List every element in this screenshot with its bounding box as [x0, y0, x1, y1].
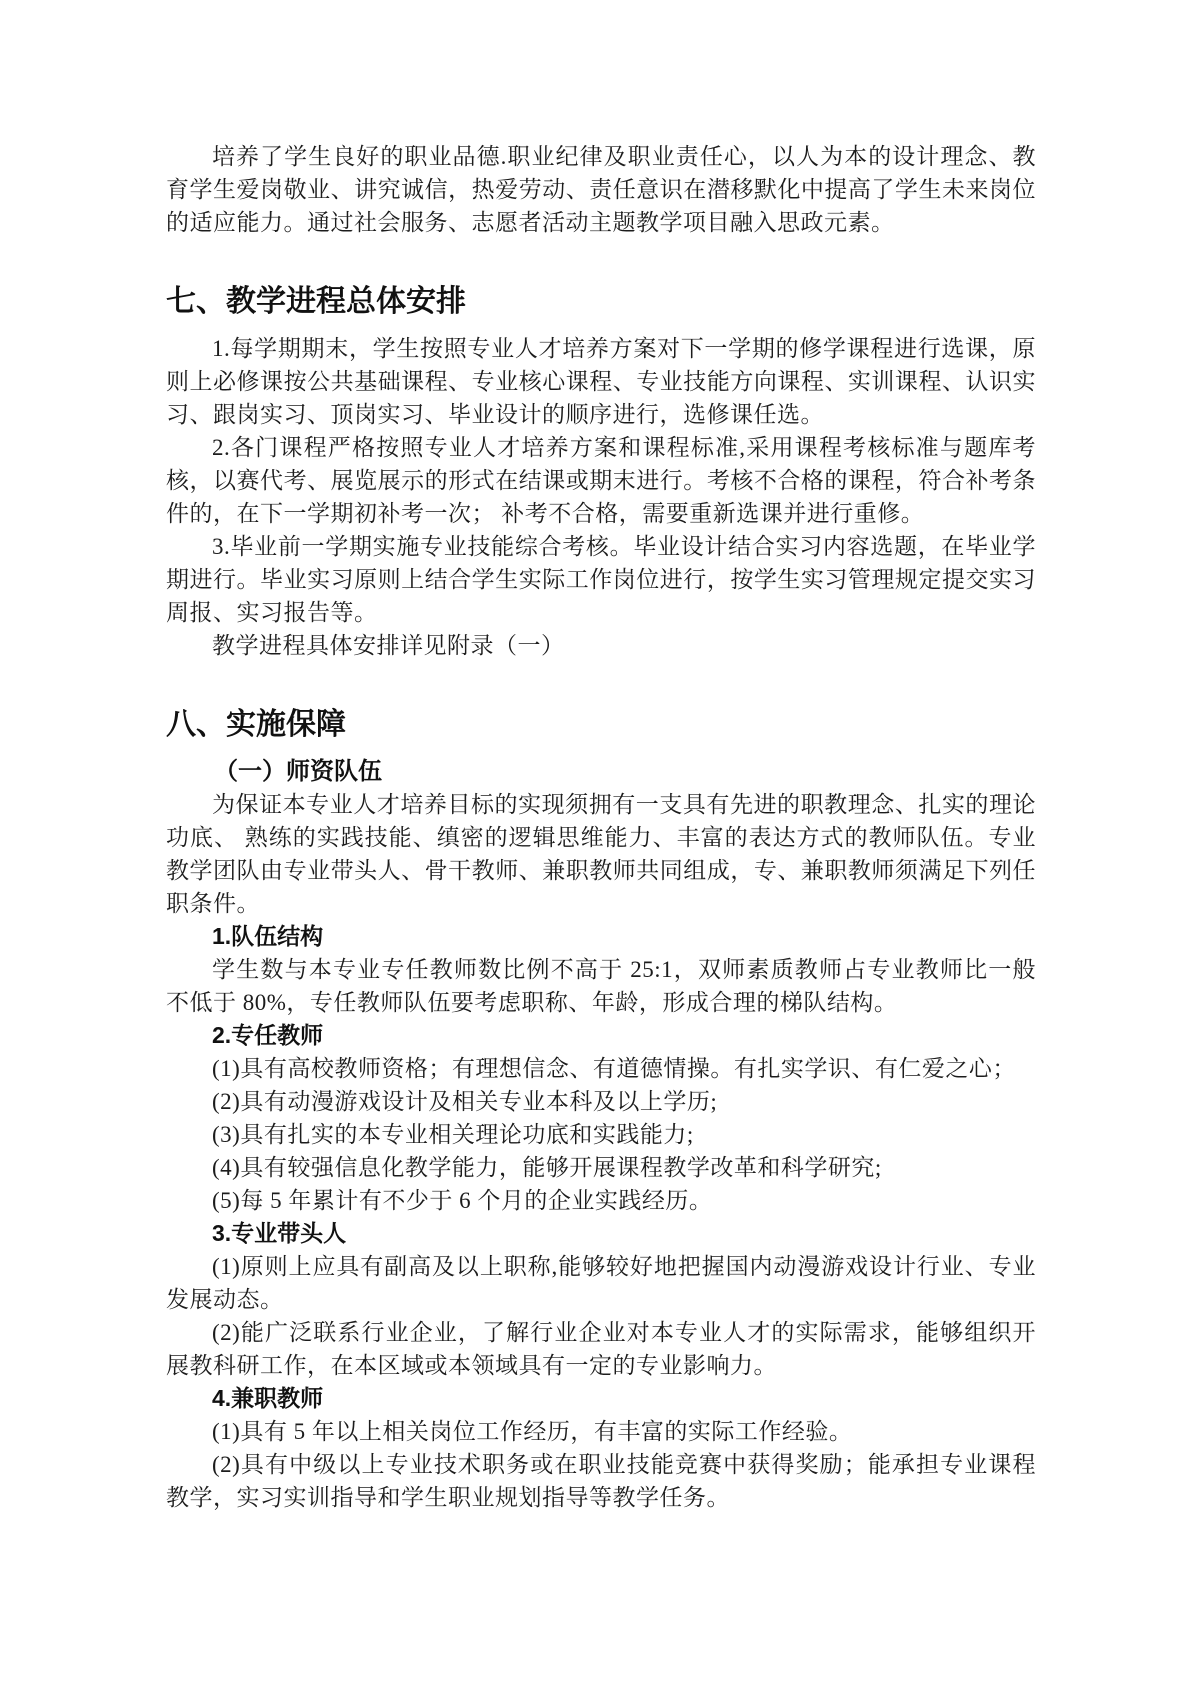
item-2-point: (5)每 5 年累计有不少于 6 个月的企业实践经历。	[212, 1188, 713, 1213]
item-2-point: (4)具有较强信息化教学能力，能够开展课程教学改革和科学研究;	[212, 1155, 882, 1180]
item-3-point: (2)能广泛联系行业企业，了解行业企业对本专业人才的实际需求，能够组织开展教科研工作，在本区域或本领域具有一定的专业影响力。	[166, 1320, 1036, 1378]
item-4-point: (2)具有中级以上专业技术职务或在职业技能竞赛中获得奖励；能承担专业课程教学，实习实训指导和学生职业规划指导等教学任务。	[166, 1452, 1036, 1510]
item-2-heading: 2.专任教师	[212, 1022, 324, 1048]
item-4-point: (1)具有 5 年以上相关岗位工作经历，有丰富的实际工作经验。	[212, 1419, 853, 1444]
item-3-point: (1)原则上应具有副高及以上职称,能够较好地把握国内动漫游戏设计行业、专业发展动态。	[166, 1254, 1036, 1312]
intro-paragraph: 培养了学生良好的职业品德.职业纪律及职业责任心，以人为本的设计理念、教育学生爱岗敬业、讲究诚信，热爱劳动、责任意识在潜移默化中提高了学生未来岗位的适应能力。通过社会服务、志愿者活动主题教学项目融入思政元素。	[166, 144, 1036, 235]
item-4-heading: 4.兼职教师	[212, 1385, 324, 1411]
section-7-paragraph-2: 2.各门课程严格按照专业人才培养方案和课程标准,采用课程考核标准与题库考核，以赛代考、展览展示的形式在结课或期末进行。考核不合格的课程，符合补考条件的，在下一学期初补考一次； 补考不合格，需要重新选课并进行重修。	[166, 435, 1036, 526]
item-1-heading: 1.队伍结构	[212, 923, 324, 949]
section-7-paragraph-3: 3.毕业前一学期实施专业技能综合考核。毕业设计结合实习内容选题，在毕业学期进行。毕业实习原则上结合学生实际工作岗位进行，按学生实习管理规定提交实习周报、实习报告等。	[166, 534, 1036, 625]
item-2-point: (2)具有动漫游戏设计及相关专业本科及以上学历;	[212, 1089, 718, 1114]
item-1-body: 学生数与本专业专任教师数比例不高于 25:1，双师素质教师占专业教师比一般不低于 80%，专任教师队伍要考虑职称、年龄，形成合理的梯队结构。	[166, 957, 1036, 1015]
item-2-point: (1)具有高校教师资格；有理想信念、有道德情操。有扎实学识、有仁爱之心；	[212, 1056, 1016, 1081]
section-7-heading: 七、教学进程总体安排	[166, 285, 466, 318]
section-7-paragraph-4: 教学进程具体安排详见附录（一）	[212, 633, 565, 658]
section-8-heading: 八、实施保障	[166, 708, 346, 741]
section-8-sub-heading-teachers: （一）师资队伍	[214, 758, 382, 785]
item-3-heading: 3.专业带头人	[212, 1220, 347, 1246]
section-8-intro-paragraph: 为保证本专业人才培养目标的实现须拥有一支具有先进的职教理念、扎实的理论功底、 熟练的实践技能、缜密的逻辑思维能力、丰富的表达方式的教师队伍。专业教学团队由专业带头人、骨干教师、兼职教师共同组成，专、兼职教师须满足下列任职条件。	[166, 792, 1036, 916]
item-2-point: (3)具有扎实的本专业相关理论功底和实践能力;	[212, 1122, 694, 1147]
section-7-paragraph-1: 1.每学期期末，学生按照专业人才培养方案对下一学期的修学课程进行选课，原则上必修课按公共基础课程、专业核心课程、专业技能方向课程、实训课程、认识实习、跟岗实习、顶岗实习、毕业设计的顺序进行，选修课任选。	[166, 336, 1036, 427]
